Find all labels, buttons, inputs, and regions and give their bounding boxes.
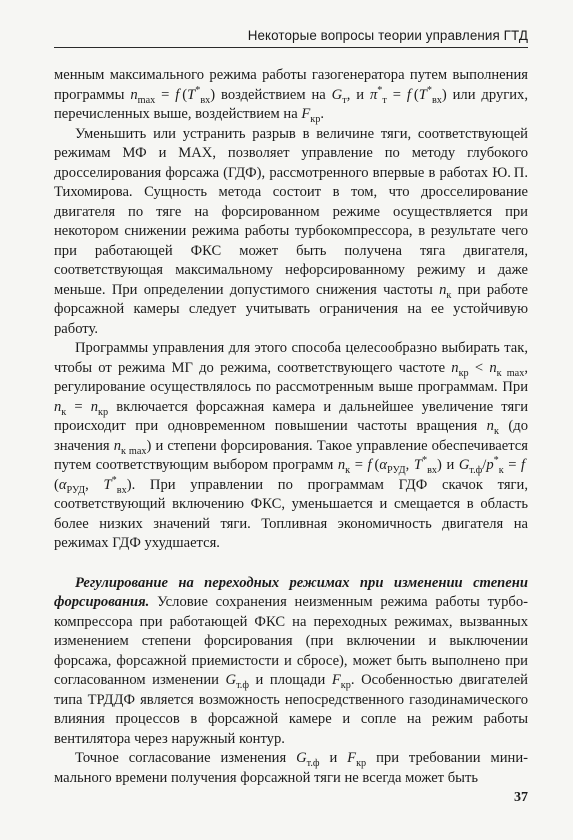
- paragraph-continues-next-page: Точное согласование изменения $G_{т.ф}$ и $F_{кр}$ при требовании минимального времени получения форсажной тяги не всегда может быть: [54, 750, 529, 786]
- paragraph-transient-modes: Регулирование на переходных режимах при изменении степени форсирования. Условие сохранения неизменным режима работы турбокомпрессора при работающей ФКС на переходных режимах, вызванных изменением степени форсирования (при включении и выключении форсажа, форсажной приемистости и сбросе), может быть выполнено при согласованном изменении $G_{т.ф}$ и площади $F_{кр}$. Особенностью двигателей типа ТРДДФ является возможность непосредственного газодинамического влияния процессов в форсажной камере и сопле на режим работы вентилятора через наружный контур.: [54, 574, 528, 747]
- run-in-heading: Регулирование на переходных режимах при изменении степени форсирования.: [54, 574, 528, 610]
- section-gap: [54, 554, 528, 574]
- running-header: Некоторые вопросы теории управления ГТД: [54, 27, 528, 48]
- body-text: [54, 66, 528, 788]
- paragraph-continued: менным максимального режима работы газогенератора путем выполнения программы $n_{max} = f$ $(T^*_{вх})$ воздействием на $G_т$, и $\pi^*_т = f$ $(T^*_{вх})$ или других, перечисленных выше, воздействием на $F_{кр}$.: [54, 67, 528, 125]
- paragraph-gdf-method: Уменьшить или устранить разрыв в величине тяги, соответствующей режимам МФ и МАХ, позволяет управление по методу глубокого дросселирования форсажа (ГДФ), рассмотренного впервые в работах Ю. П. Тихомирова. Сущность метода состоит в том, что дросселирование двигателя по тяге на форсированном режиме осуществляется при некотором снижении режима работы турбокомпрессора, в результате чего при работающей ФКС может быть получена тяга двигателя, соответствующая максимальному нефорсированному режиму и даже меньше. При определении допустимого снижения частоты $n_к$ при работе форсажной камеры следует учитывать ограничения на ее устойчивую работу.: [54, 125, 528, 337]
- paragraph-control-programs: Программы управления для этого способа целесообразно выбирать так, чтобы от режима МГ до режима, соответствующего частоте $n_{кр} < n_{к max}$, регулирование осуществлялось по рассмотренным выше программам. При $n_к = n_{кр}$ включается форсажная камера и дальнейшее увеличение тяги происходит при одновременном повышении частоты вращения $n_к$ (до значения $n_{к max}$) и степени форсирования. Такое управление обеспечивается путем соответствующим выбором программ $n_к = f$ ($\alpha_{РУД}$, $T^*_{вх}$) и $G_{т.ф}/p^*_к = f$ ($\alpha_{РУД}$, $T^*_{вх}$). При управлении по программам ГДФ скачок тяги, соответствующий включению ФКС, уменьшается и смещается в область более низких значений тяги. Топливная экономичность двигателя на режимах ГДФ ухудшается.: [54, 340, 529, 551]
- page-number: 37: [514, 790, 528, 805]
